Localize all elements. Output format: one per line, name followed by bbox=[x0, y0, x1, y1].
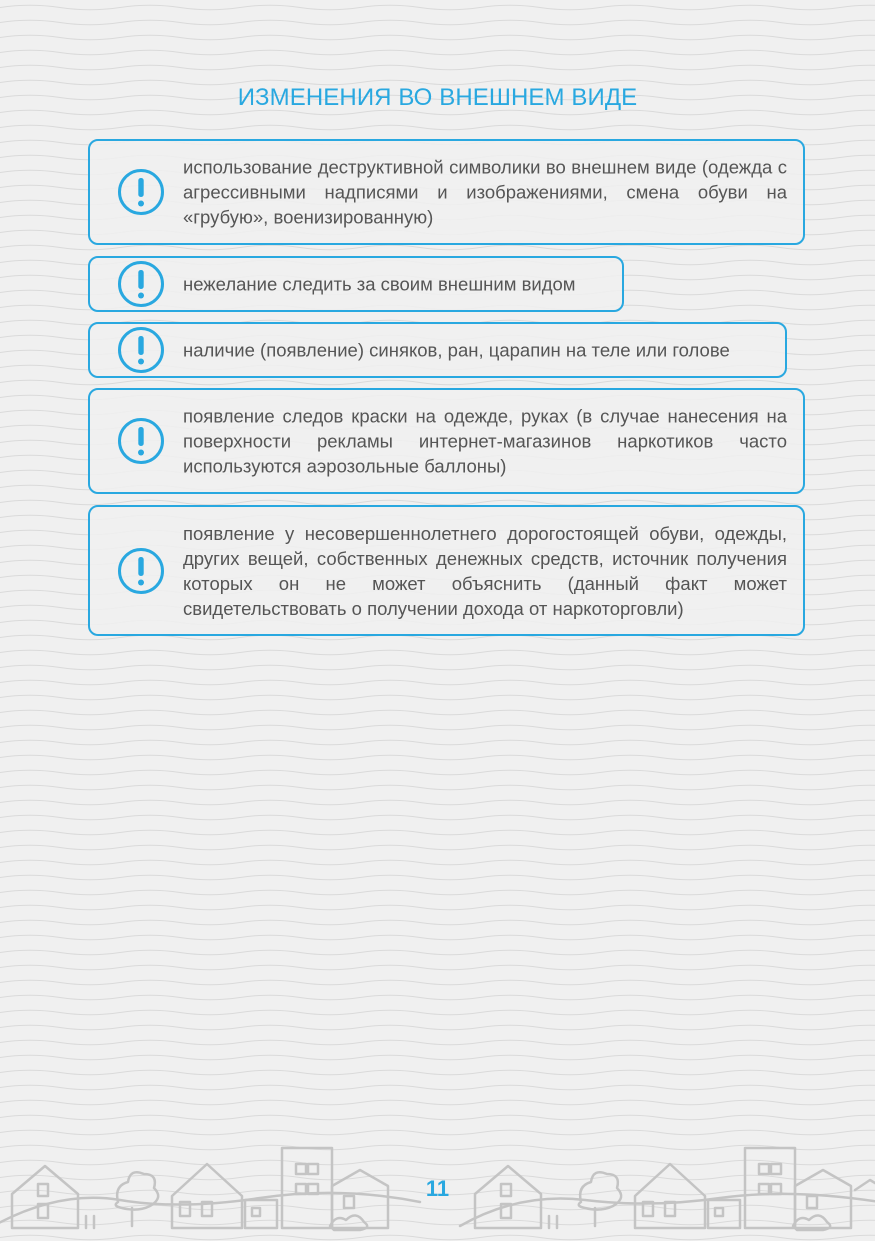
exclamation-circle-icon bbox=[117, 417, 165, 465]
warning-item-text: нежелание следить за своим внешним видом bbox=[183, 273, 576, 295]
warning-item bbox=[88, 388, 805, 494]
exclamation-circle-icon bbox=[117, 260, 165, 308]
warning-item bbox=[88, 139, 805, 245]
exclamation-circle-icon bbox=[117, 547, 165, 595]
warning-item-text: появление следов краски на одежде, руках (в случае нанесения на поверхности рекламы интернет-магазинов наркотиков часто используются аэрозольные баллоны) bbox=[183, 405, 787, 477]
warning-item bbox=[88, 505, 805, 636]
warning-item-text: использование деструктивной символики во внешнем виде (одежда с агрессивными надписями и изображениями, смена обуви на «грубую», военизированную) bbox=[183, 156, 787, 228]
exclamation-circle-icon bbox=[117, 168, 165, 216]
warning-item bbox=[88, 322, 787, 378]
warning-item bbox=[88, 256, 624, 312]
exclamation-circle-icon bbox=[117, 326, 165, 374]
page-number: 11 bbox=[425, 1176, 450, 1201]
warning-item-text: появление у несовершеннолетнего дорогостоящей обуви, одежды, других вещей, собственных денежных средств, источник получения которых он не может объяснить (данный факт может свидетельствовать о получении дохода от наркоторговли) bbox=[183, 522, 787, 619]
page-title: ИЗМЕНЕНИЯ ВО ВНЕШНЕМ ВИДЕ bbox=[237, 84, 638, 111]
warning-item-text: наличие (появление) синяков, ран, царапин на теле или голове bbox=[183, 339, 730, 361]
